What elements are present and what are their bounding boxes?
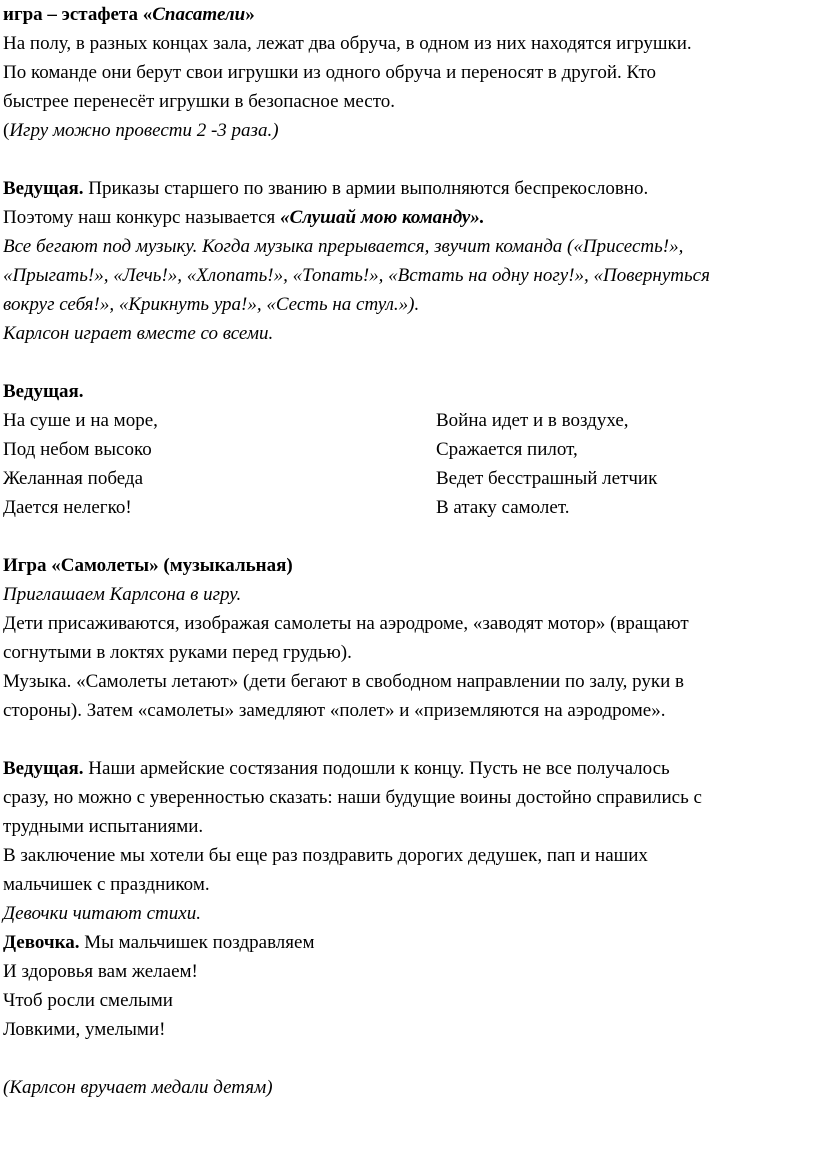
speech-text: Поэтому наш конкурс называется (3, 207, 281, 228)
blank-line (3, 725, 811, 754)
contest-name-line (3, 203, 811, 232)
invite-note: Приглашаем Карлсона в игру. (3, 584, 242, 605)
note-paren: ( (3, 120, 10, 141)
final-note: (Карлсон вручает медали детям) (3, 1077, 273, 1098)
paragraph-line: сразу, но можно с уверенностью сказать: наши будущие воины достойно справились с (3, 787, 702, 808)
speaker-label: Ведущая. (3, 381, 84, 402)
verse-line: И здоровья вам желаем! (3, 961, 198, 982)
speaker-label: Ведущая. (3, 178, 84, 199)
paragraph-line: В заключение мы хотели бы еще раз поздравить дорогих дедушек, пап и наших (3, 845, 648, 866)
title-end: » (245, 4, 255, 25)
title-lead: игра – эстафета « (3, 4, 153, 25)
instruction-line: Все бегают под музыку. Когда музыка прерывается, звучит команда («Присесть!», (3, 236, 684, 257)
speaker-label: Девочка. (3, 932, 80, 953)
verse-line: Чтоб росли смелыми (3, 990, 173, 1011)
poem-line: Дается нелегко! (3, 497, 132, 518)
paragraph-line: На полу, в разных концах зала, лежат два обруча, в одном из них находятся игрушки. (3, 33, 692, 54)
game-title: Игра «Самолеты» (музыкальная) (3, 555, 293, 576)
speech-text: Наши армейские состязания подошли к концу. Пусть не все получалось (83, 758, 670, 779)
poem-columns (3, 406, 811, 522)
speaker-label: Ведущая. (3, 758, 84, 779)
poem-line: В атаку самолет. (436, 497, 570, 518)
relay-note (3, 116, 811, 145)
girls-note: Девочки читают стихи. (3, 903, 201, 924)
section-title (3, 0, 811, 29)
contest-intro (3, 174, 811, 203)
blank-line (3, 348, 811, 377)
verse-line: Ловкими, умелыми! (3, 1019, 166, 1040)
poem-line: Ведет бесстрашный летчик (436, 468, 658, 489)
paragraph-line: По команде они берут свои игрушки из одного обруча и переносят в другой. Кто (3, 62, 657, 83)
paragraph-line: мальчишек с праздником. (3, 874, 210, 895)
instruction-line: «Прыгать!», «Лечь!», «Хлопать!», «Топать!», «Встать на одну ногу!», «Повернуться (3, 265, 710, 286)
poem-line: Желанная победа (3, 468, 144, 489)
paragraph-line: Музыка. «Самолеты летают» (дети бегают в свободном направлении по залу, руки в (3, 671, 684, 692)
poem-line: Под небом высоко (3, 439, 152, 460)
paragraph-line: стороны). Затем «самолеты» замедляют «полет» и «приземляются на аэродроме». (3, 700, 666, 721)
verse-text: Мы мальчишек поздравляем (79, 932, 315, 953)
poem-line: Сражается пилот, (436, 439, 578, 460)
contest-title: «Слушай мою команду». (280, 207, 485, 228)
note-text: Игру можно провести 2 -3 раза.) (9, 120, 279, 141)
girl-verse-intro (3, 928, 811, 957)
speech-text: Приказы старшего по званию в армии выполняются беспрекословно. (83, 178, 649, 199)
document-page (3, 0, 811, 1102)
paragraph-line: трудными испытаниями. (3, 816, 204, 837)
poem-line: Война идет и в воздухе, (436, 410, 629, 431)
poem-left-column (3, 406, 158, 522)
blank-line (3, 145, 811, 174)
poem-line: На суше и на море, (3, 410, 158, 431)
blank-line (3, 1044, 811, 1073)
title-name: Спасатели (152, 4, 246, 25)
closing-intro (3, 754, 811, 783)
blank-line (3, 522, 811, 551)
paragraph-line: быстрее перенесёт игрушки в безопасное место. (3, 91, 396, 112)
poem-right-column (436, 406, 657, 522)
paragraph-line: согнутыми в локтях руками перед грудью). (3, 642, 352, 663)
karlson-note: Карлсон играет вместе со всеми. (3, 323, 274, 344)
paragraph-line: Дети присаживаются, изображая самолеты на аэродроме, «заводят мотор» (вращают (3, 613, 689, 634)
instruction-line: вокруг себя!», «Крикнуть ура!», «Сесть на стул.»). (3, 294, 420, 315)
